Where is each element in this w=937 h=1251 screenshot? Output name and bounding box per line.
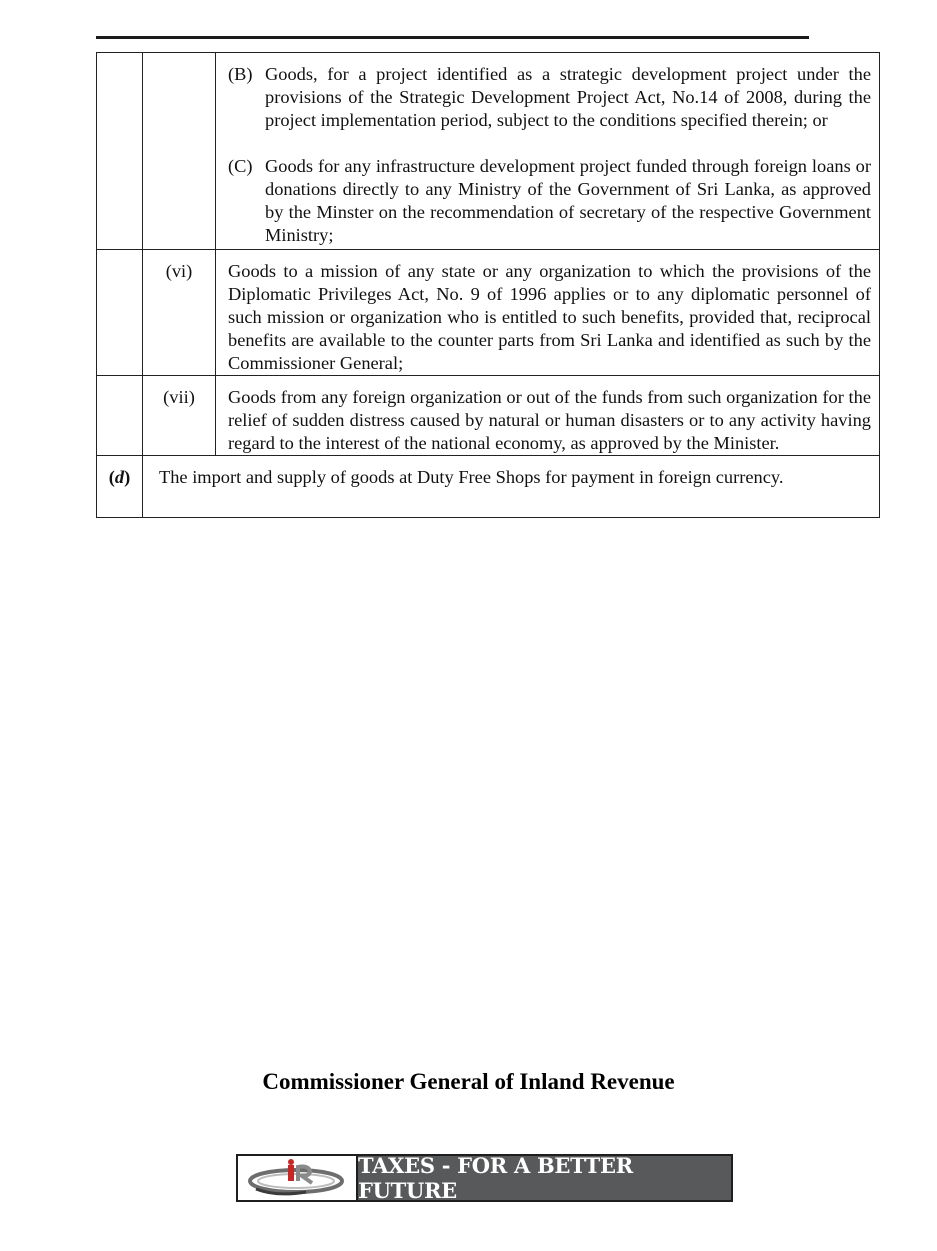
provisions-table [96,52,880,518]
signature-title: Commissioner General of Inland Revenue [262,1069,675,1094]
table-row [97,376,880,456]
subitem-text: Goods, for a project identified as a strategic development project under the provisions of the Strategic Development Project Act, No.14 of 2008, during the project implementation period, subject to the conditions specified therein; or [265,64,871,130]
subitem-c [228,155,871,247]
empty-cell [97,250,143,376]
slogan-text: TAXES - FOR A BETTER FUTURE [358,1156,731,1200]
header-rule [96,36,809,39]
item-number: (vii) [143,376,216,456]
subitem-text: Goods for any infrastructure development project funded through foreign loans or donations directly to any Ministry of the Government of Sri Lanka, as approved by the Minster on the recommendation of secretary of the respective Government Ministry; [265,156,871,245]
slogan-banner [236,1154,733,1202]
table-row [97,53,880,250]
subitem-b [228,63,871,132]
clause-text: The import and supply of goods at Duty Free Shops for payment in foreign currency. [143,456,880,518]
clause-letter: d [114,467,125,487]
empty-cell [143,53,216,250]
item-number: (vi) [143,250,216,376]
ird-logo-icon [238,1156,358,1200]
subitem-marker: (B) [228,64,253,84]
subitems-cell [216,53,880,250]
clause-label: (d) [97,456,143,518]
subitem-marker: (C) [228,156,253,176]
empty-cell [97,376,143,456]
empty-cell [97,53,143,250]
item-text: Goods from any foreign organization or out of the funds from such organization for the relief of sudden distress caused by natural or human disasters or to any activity having regard to the interest of the national economy, as approved by the Minister. [216,376,880,456]
table-row [97,250,880,376]
table-row [97,456,880,518]
item-text: Goods to a mission of any state or any organization to which the provisions of the Diplomatic Privileges Act, No. 9 of 1996 applies or to any diplomatic personnel of such mission or organization who is entitled to such benefits, provided that, reciprocal benefits are available to the counter parts from Sri Lanka and identified as such by the Commissioner General; [216,250,880,376]
